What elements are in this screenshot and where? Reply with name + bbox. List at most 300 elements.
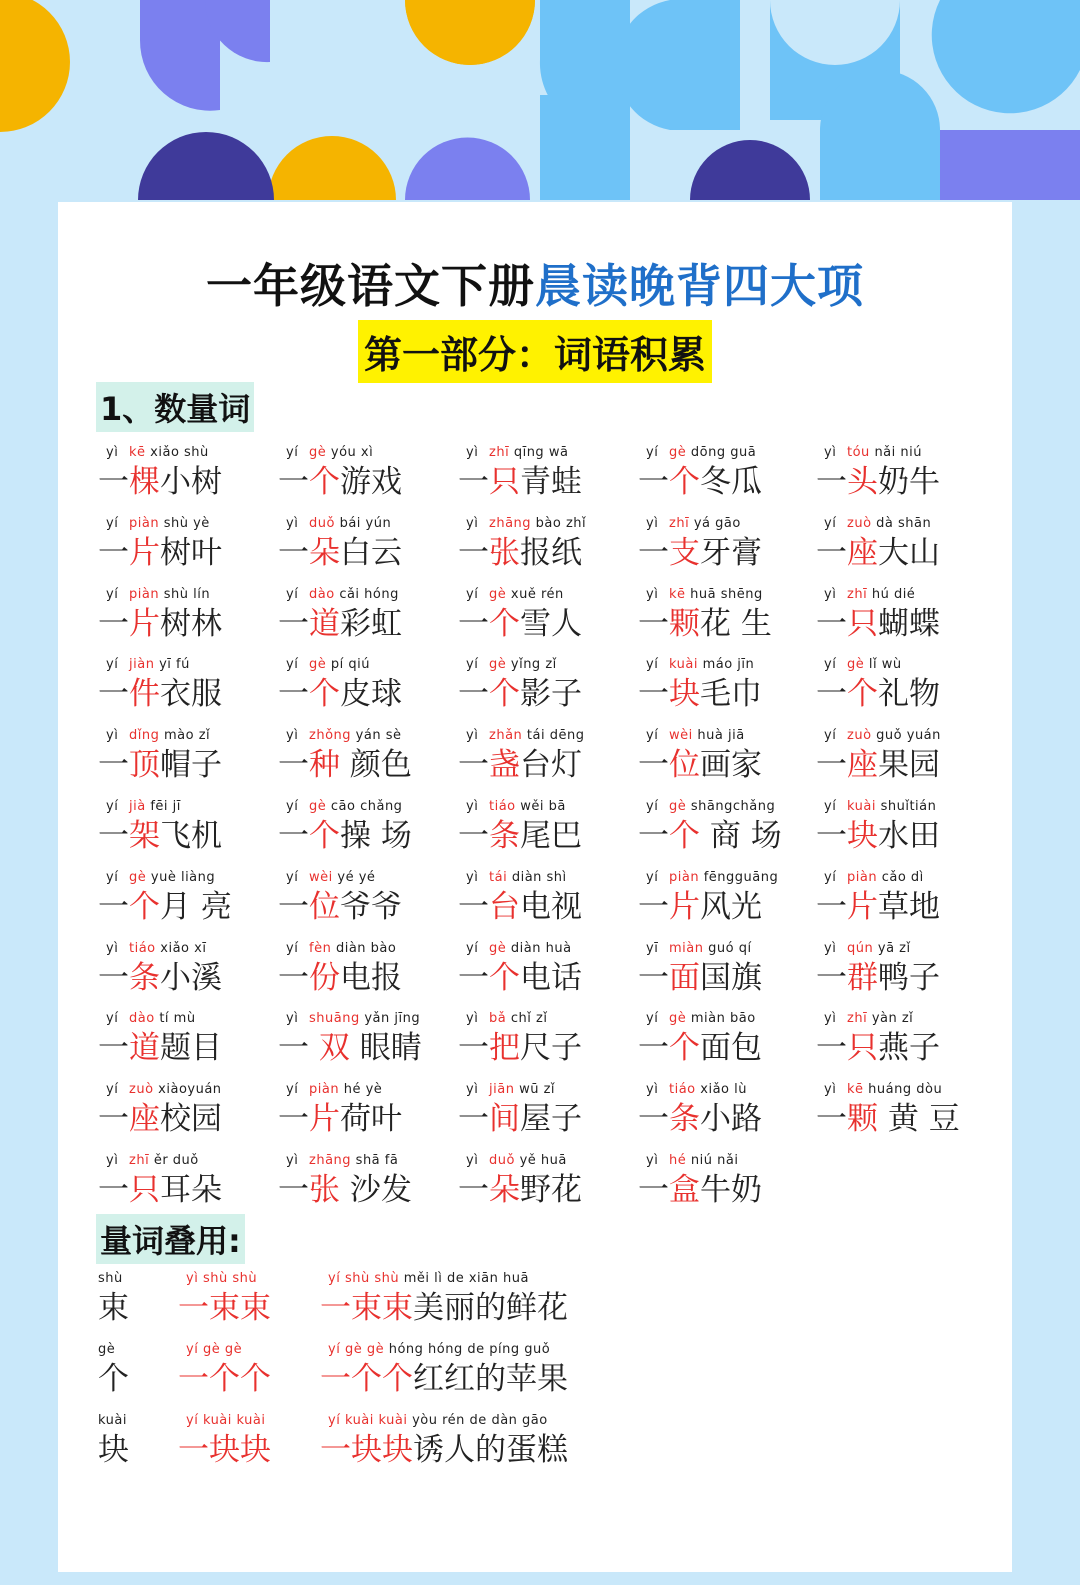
noun-characters: 皮球 <box>340 676 402 713</box>
doubled-measure-word: yí kuài kuài 一块块 <box>178 1413 271 1468</box>
noun-characters: 飞机 <box>160 818 222 854</box>
yi-pinyin: yí <box>106 1011 119 1027</box>
measure-word-pinyin: tiáo <box>489 799 516 814</box>
measure-word-pinyin: piàn <box>309 1082 340 1098</box>
measure-word-character: 个 <box>669 818 700 854</box>
noun-pinyin: dà shān <box>876 515 932 531</box>
phrase-item <box>458 1152 636 1222</box>
measure-word-pinyin: zhī <box>847 586 868 602</box>
yi-character: 一 <box>458 747 489 784</box>
yi-pinyin: yí <box>106 869 119 885</box>
measure-word-character: 个 <box>669 1030 700 1067</box>
phrase-characters <box>816 674 994 714</box>
measure-word-pinyin: gè <box>309 657 327 673</box>
phrase-item <box>458 515 636 585</box>
yi-character: 一 <box>816 818 847 854</box>
phrase-pinyin <box>638 515 816 533</box>
phrase-item <box>638 656 816 726</box>
measure-word-pinyin: zhāng <box>489 515 532 531</box>
phrase-characters <box>98 958 276 998</box>
noun-pinyin: shāngchǎng <box>690 799 776 814</box>
yi-character: 一 <box>638 464 669 500</box>
doubled-measure-word: yì shù shù 一束束 <box>178 1271 271 1326</box>
measure-word-pinyin: zhǒng <box>309 728 352 744</box>
yi-pinyin: yì <box>646 1082 659 1098</box>
measure-word-pinyin: tái <box>489 869 508 885</box>
noun-pinyin: shù yè <box>163 515 210 531</box>
noun-characters: 风光 <box>700 888 762 925</box>
phrase-item <box>98 798 276 868</box>
phrase-item <box>278 515 456 585</box>
phrase-characters <box>278 887 456 927</box>
noun-characters: 树叶 <box>160 534 222 571</box>
phrase-item <box>816 656 994 726</box>
noun-pinyin: cǎo dì <box>881 869 924 885</box>
phrase-pinyin <box>638 444 816 462</box>
phrase-pinyin <box>458 515 636 533</box>
phrase-pinyin <box>98 515 276 533</box>
phrase-pinyin <box>816 656 994 674</box>
yi-character: 一 <box>816 676 847 713</box>
noun-pinyin: fēngguāng <box>703 869 779 885</box>
noun-characters: 彩虹 <box>340 605 402 642</box>
yi-character: 一 <box>816 747 847 784</box>
yi-character: 一 <box>98 1172 129 1208</box>
phrase-item <box>278 586 456 656</box>
noun-pinyin: yī fú <box>159 657 190 673</box>
phrase-pinyin <box>278 656 456 674</box>
phrase-item <box>816 1010 994 1080</box>
measure-word-character: 台 <box>489 888 520 925</box>
measure-word-character: 群 <box>847 959 878 996</box>
noun-pinyin: diàn bào <box>335 940 397 956</box>
noun-pinyin: wū zǐ <box>519 1082 556 1098</box>
phrase-pinyin <box>278 940 456 958</box>
yi-character: 一 <box>638 1101 669 1138</box>
measure-word-pinyin: miàn <box>669 940 704 956</box>
yi-pinyin: yí <box>646 657 659 673</box>
phrase-pinyin <box>458 727 636 745</box>
yi-character: 一 <box>638 888 669 925</box>
noun-characters: 电话 <box>520 959 582 996</box>
phrase-characters <box>278 604 456 644</box>
phrase-pinyin <box>638 1152 816 1170</box>
yi-character: 一 <box>458 888 489 925</box>
phrase-pinyin <box>278 586 456 604</box>
measure-word-pinyin: tóu <box>847 445 870 460</box>
measure-word-character: 个 <box>309 818 340 854</box>
phrase-characters <box>278 462 456 502</box>
phrase-characters <box>98 745 276 785</box>
yi-character: 一 <box>638 818 669 854</box>
yi-character: 一 <box>98 818 129 854</box>
measure-word-pinyin: dào <box>129 1011 155 1027</box>
yi-character: 一 <box>278 464 309 500</box>
noun-characters: 国旗 <box>700 959 762 996</box>
phrase-characters <box>458 674 636 714</box>
phrase-pinyin <box>278 869 456 887</box>
noun-characters: 尾巴 <box>520 818 582 854</box>
yi-pinyin: yí <box>824 515 837 531</box>
phrase-pinyin <box>458 869 636 887</box>
phrase-characters <box>98 674 276 714</box>
yi-character: 一 <box>638 605 669 642</box>
yi-character: 一 <box>458 605 489 642</box>
noun-pinyin: yá gāo <box>693 515 741 531</box>
noun-pinyin: bào zhǐ <box>535 515 587 531</box>
phrase-pinyin <box>98 1010 276 1028</box>
measure-word-pinyin: jiān <box>489 1082 515 1098</box>
phrase-item <box>98 727 276 797</box>
yi-character: 一 <box>816 888 847 925</box>
yi-character: 一 <box>816 534 847 571</box>
phrase-pinyin <box>816 515 994 533</box>
noun-characters: 大山 <box>878 534 940 571</box>
yi-pinyin: yí <box>646 869 659 885</box>
noun-pinyin: cǎi hóng <box>339 586 399 602</box>
phrase-characters <box>638 887 816 927</box>
yi-pinyin: yì <box>824 1011 837 1027</box>
noun-characters: 鸭子 <box>878 959 940 996</box>
noun-characters: 爷爷 <box>340 888 402 925</box>
phrase-characters <box>98 1099 276 1139</box>
phrase-characters <box>98 604 276 644</box>
measure-word-character: 只 <box>847 1030 878 1067</box>
noun-pinyin: xiǎo shù <box>150 445 209 460</box>
yi-pinyin: yí <box>106 586 119 602</box>
yi-pinyin: yí <box>106 657 119 673</box>
phrase-pinyin <box>638 656 816 674</box>
measure-word-character: 支 <box>669 534 700 571</box>
doubled-measure-word: yí gè gè 一个个 <box>178 1342 271 1397</box>
measure-word-character: 个 <box>489 605 520 642</box>
measure-word-character: 片 <box>129 605 160 642</box>
measure-word-character: 间 <box>489 1101 520 1138</box>
noun-characters: 影子 <box>520 676 582 713</box>
noun-pinyin: yàn zǐ <box>871 1011 914 1027</box>
noun-pinyin: nǎi niú <box>874 445 922 460</box>
yi-pinyin: yì <box>106 728 119 744</box>
yi-character: 一 <box>278 1030 309 1067</box>
duplicate-row <box>98 1341 998 1411</box>
noun-characters: 题目 <box>160 1030 222 1067</box>
measure-word-character: 份 <box>309 959 340 996</box>
noun-characters: 黄 豆 <box>878 1101 960 1138</box>
yi-pinyin: yí <box>286 1082 299 1098</box>
noun-pinyin: hú dié <box>871 586 916 602</box>
noun-characters: 游戏 <box>340 464 402 500</box>
noun-pinyin: shuǐtián <box>880 799 937 814</box>
noun-pinyin: máo jīn <box>702 657 755 673</box>
phrase-characters <box>458 958 636 998</box>
measure-word-pinyin: wèi <box>669 728 693 744</box>
yi-character: 一 <box>278 534 309 571</box>
phrase-pinyin <box>638 798 816 816</box>
measure-word-character: 个 <box>129 888 160 925</box>
noun-pinyin: yóu xì <box>330 445 374 460</box>
measure-word-character: 条 <box>129 959 160 996</box>
phrase-pinyin <box>458 940 636 958</box>
phrase-characters <box>638 462 816 502</box>
measure-word-pinyin: piàn <box>847 869 878 885</box>
measure-word-character: 个 <box>489 676 520 713</box>
measure-word-character: 只 <box>489 464 520 500</box>
yi-pinyin: yí <box>824 869 837 885</box>
noun-pinyin: bái yún <box>339 515 392 531</box>
phrase-item <box>816 940 994 1010</box>
measure-word-character: 片 <box>847 888 878 925</box>
noun-characters: 野花 <box>520 1172 582 1208</box>
yi-character: 一 <box>458 1172 489 1208</box>
noun-characters: 荷叶 <box>340 1101 402 1138</box>
noun-characters: 雪人 <box>520 605 582 642</box>
yi-character: 一 <box>278 959 309 996</box>
noun-characters: 花 生 <box>700 605 772 642</box>
phrase-item <box>638 515 816 585</box>
measure-word-character: 顶 <box>129 747 160 784</box>
yi-character: 一 <box>638 959 669 996</box>
yi-pinyin: yì <box>466 728 479 744</box>
doubled-phrase: yí gè gè hóng hóng de píng guǒ 一个个红红的苹果 <box>320 1342 568 1397</box>
yi-character: 一 <box>816 959 847 996</box>
noun-characters: 蝴蝶 <box>878 605 940 642</box>
phrase-item <box>638 798 816 868</box>
phrase-item <box>458 586 636 656</box>
measure-word-pinyin: zhī <box>847 1011 868 1027</box>
noun-pinyin: xiǎo lù <box>700 1082 747 1098</box>
measure-word-character: 盒 <box>669 1172 700 1208</box>
yi-character: 一 <box>98 1030 129 1067</box>
purple-block-shape <box>940 130 1080 200</box>
noun-characters: 报纸 <box>520 534 582 571</box>
phrase-pinyin <box>98 586 276 604</box>
phrase-item <box>278 798 456 868</box>
phrase-item <box>816 869 994 939</box>
measure-word-character: 双 <box>309 1030 350 1067</box>
phrase-characters <box>458 887 636 927</box>
phrase-pinyin <box>816 798 994 816</box>
measure-word-character: 种 <box>309 747 340 784</box>
measure-word-pinyin: zuò <box>847 515 872 531</box>
noun-characters: 青蛙 <box>520 464 582 500</box>
yi-pinyin: yì <box>106 1153 119 1168</box>
worksheet-card <box>58 202 1012 1572</box>
phrase-item <box>638 940 816 1010</box>
yi-pinyin: yì <box>286 515 299 531</box>
yi-pinyin: yí <box>106 1082 119 1098</box>
measure-word-character: 盏 <box>489 747 520 784</box>
measure-word-pinyin: zhǎn <box>489 728 523 744</box>
phrase-pinyin <box>638 727 816 745</box>
noun-characters: 台灯 <box>520 747 582 784</box>
title-main: 一年级语文下册 <box>206 259 535 313</box>
yi-character: 一 <box>458 534 489 571</box>
single-measure-word: kuài 块 <box>98 1413 129 1468</box>
phrase-pinyin <box>458 1081 636 1099</box>
phrase-item <box>458 1010 636 1080</box>
yi-character: 一 <box>638 676 669 713</box>
measure-word-pinyin: dǐng <box>129 728 160 744</box>
phrase-item <box>458 940 636 1010</box>
phrase-item <box>278 727 456 797</box>
yi-pinyin: yì <box>286 1153 299 1168</box>
measure-word-pinyin: gè <box>309 445 327 460</box>
measure-word-pinyin: kuài <box>669 657 698 673</box>
measure-word-character: 颗 <box>847 1101 878 1138</box>
noun-pinyin: huáng dòu <box>868 1082 943 1098</box>
measure-word-pinyin: tiáo <box>129 940 156 956</box>
yi-character: 一 <box>458 1101 489 1138</box>
yi-pinyin: yí <box>286 445 299 460</box>
phrase-pinyin <box>816 586 994 604</box>
yi-pinyin: yì <box>466 1011 479 1027</box>
yi-character: 一 <box>98 676 129 713</box>
phrase-characters <box>98 1170 276 1210</box>
noun-pinyin: fēi jī <box>150 799 181 814</box>
measure-word-pinyin: piàn <box>129 515 160 531</box>
phrase-item <box>458 869 636 939</box>
yi-pinyin: yí <box>824 799 837 814</box>
measure-word-pinyin: gè <box>669 445 687 460</box>
phrase-item <box>458 798 636 868</box>
phrase-pinyin <box>816 1010 994 1028</box>
phrase-characters <box>816 745 994 785</box>
noun-characters: 牙膏 <box>700 534 762 571</box>
measure-word-pinyin: jià <box>129 799 146 814</box>
yi-pinyin: yí <box>646 1011 659 1027</box>
phrase-item <box>816 515 994 585</box>
yi-character: 一 <box>458 1030 489 1067</box>
phrase-characters <box>458 1028 636 1068</box>
measure-word-character: 位 <box>309 888 340 925</box>
yi-pinyin: yí <box>106 799 119 814</box>
noun-characters: 果园 <box>878 747 940 784</box>
noun-pinyin: ěr duǒ <box>153 1153 199 1168</box>
yi-pinyin: yí <box>286 799 299 814</box>
phrase-characters <box>458 1099 636 1139</box>
measure-word-pinyin: zuò <box>847 728 872 744</box>
yi-pinyin: yí <box>286 869 299 885</box>
phrase-pinyin <box>458 444 636 462</box>
measure-word-character: 道 <box>309 605 340 642</box>
phrase-characters <box>638 604 816 644</box>
yi-character: 一 <box>638 534 669 571</box>
noun-pinyin: wěi bā <box>520 799 566 814</box>
section-heading-measure-words: 1、数量词 <box>96 382 254 432</box>
phrase-item <box>98 940 276 1010</box>
measure-word-character: 张 <box>489 534 520 571</box>
phrase-item <box>278 444 456 514</box>
phrase-pinyin <box>458 586 636 604</box>
measure-word-pinyin: zuò <box>129 1082 154 1098</box>
noun-characters: 颜色 <box>340 747 412 784</box>
phrase-characters <box>278 1028 456 1068</box>
measure-word-pinyin: gè <box>489 940 507 956</box>
measure-word-character: 把 <box>489 1030 520 1067</box>
noun-characters: 燕子 <box>878 1030 940 1067</box>
header-decoration <box>0 0 1080 200</box>
phrase-pinyin <box>98 940 276 958</box>
noun-characters: 电视 <box>520 888 582 925</box>
noun-pinyin: diàn shì <box>511 869 567 885</box>
noun-characters: 眼睛 <box>349 1030 422 1067</box>
phrase-characters <box>458 462 636 502</box>
noun-pinyin: hé yè <box>343 1082 383 1098</box>
duplicate-row <box>98 1270 998 1340</box>
measure-word-character: 朵 <box>309 534 340 571</box>
measure-word-character: 张 <box>309 1172 340 1208</box>
yi-pinyin: yì <box>824 445 837 460</box>
phrase-characters <box>278 674 456 714</box>
phrase-item <box>638 1010 816 1080</box>
phrase-item <box>98 444 276 514</box>
phrase-characters <box>638 958 816 998</box>
noun-pinyin: niú nǎi <box>690 1153 739 1168</box>
phrase-item <box>816 1081 994 1151</box>
yi-pinyin: yì <box>106 940 119 956</box>
phrase-pinyin <box>816 727 994 745</box>
phrase-item <box>278 656 456 726</box>
phrase-characters <box>638 1099 816 1139</box>
measure-word-character: 面 <box>669 959 700 996</box>
yi-character: 一 <box>638 747 669 784</box>
yi-pinyin: yí <box>466 586 479 602</box>
measure-word-character: 块 <box>847 818 878 854</box>
phrase-item <box>816 727 994 797</box>
yi-character: 一 <box>458 464 489 500</box>
yi-pinyin: yì <box>646 586 659 602</box>
measure-word-pinyin: tiáo <box>669 1082 696 1098</box>
measure-word-pinyin: piàn <box>129 586 160 602</box>
measure-word-character: 个 <box>669 464 700 500</box>
measure-word-pinyin: gè <box>669 1011 687 1027</box>
phrase-pinyin <box>638 586 816 604</box>
measure-word-character: 只 <box>129 1172 160 1208</box>
phrase-pinyin <box>458 1010 636 1028</box>
noun-characters: 礼物 <box>878 676 940 713</box>
measure-word-pinyin: kuài <box>847 799 876 814</box>
phrase-characters <box>98 816 276 856</box>
noun-characters: 月 亮 <box>160 888 232 925</box>
noun-characters: 小路 <box>700 1101 762 1138</box>
noun-pinyin: yuè liàng <box>150 869 216 885</box>
phrase-pinyin <box>98 1081 276 1099</box>
measure-word-character: 个 <box>489 959 520 996</box>
measure-word-pinyin: hé <box>669 1153 687 1168</box>
measure-word-pinyin: gè <box>669 799 687 814</box>
noun-characters: 牛奶 <box>700 1172 762 1208</box>
measure-word-character: 个 <box>309 464 340 500</box>
noun-pinyin: yán sè <box>355 728 402 744</box>
phrase-item <box>638 869 816 939</box>
phrase-item <box>98 1081 276 1151</box>
phrase-pinyin <box>638 1081 816 1099</box>
noun-pinyin: mào zǐ <box>164 728 211 744</box>
section-heading-duplicate-measure-words: 量词叠用: <box>96 1214 245 1264</box>
noun-pinyin: huā shēng <box>690 586 763 602</box>
phrase-item <box>98 1152 276 1222</box>
yi-character: 一 <box>816 464 847 500</box>
yi-character: 一 <box>278 747 309 784</box>
phrase-pinyin <box>278 727 456 745</box>
yi-pinyin: yí <box>286 657 299 673</box>
yi-pinyin: yí <box>106 515 119 531</box>
phrase-item <box>278 1010 456 1080</box>
noun-characters: 屋子 <box>520 1101 582 1138</box>
yi-character: 一 <box>98 888 129 925</box>
measure-word-character: 座 <box>129 1101 160 1138</box>
title-accent: 晨读晚背四大项 <box>535 259 864 313</box>
